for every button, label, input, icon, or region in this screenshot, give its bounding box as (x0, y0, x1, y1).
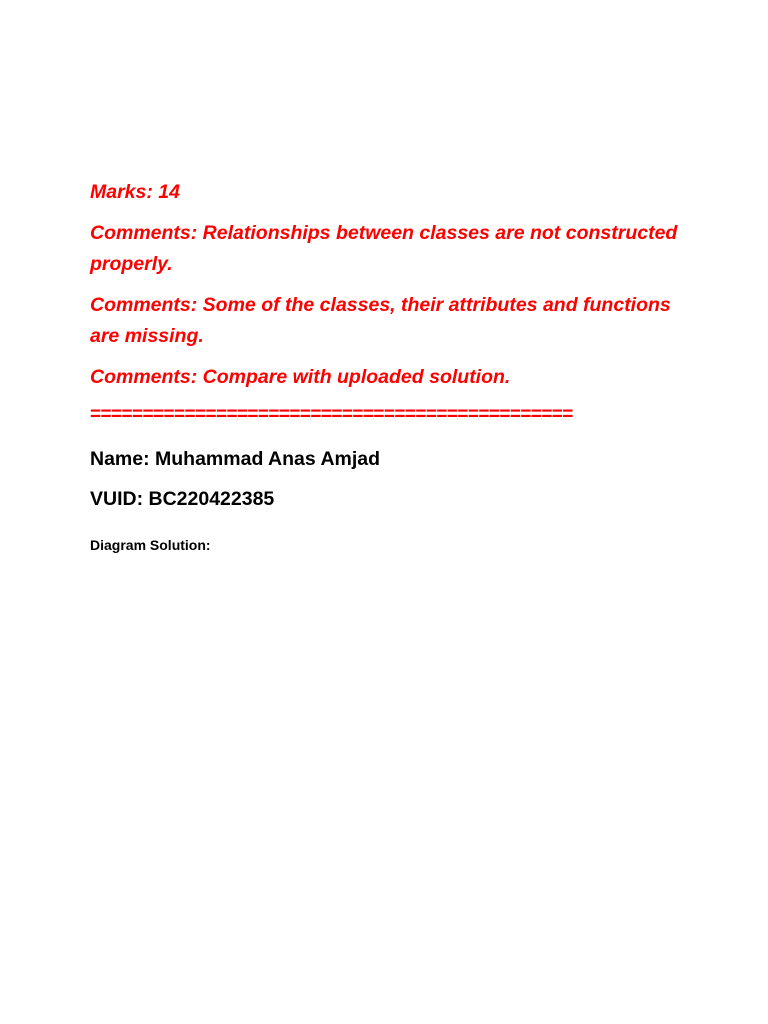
marks-line: Marks: 14 (90, 181, 180, 203)
student-name: Name: Muhammad Anas Amjad (90, 448, 381, 470)
comment-missing-classes: Comments: Some of the classes, their attributes and functions are missing. (90, 294, 671, 347)
diagram-solution-heading: Diagram Solution: (90, 537, 211, 553)
separator-line: ============================================== (90, 404, 573, 425)
comment-compare-solution: Comments: Compare with uploaded solution. (90, 366, 511, 388)
comment-relationships: Comments: Relationships between classes are not constructed properly. (90, 222, 678, 275)
document-content (90, 177, 690, 555)
student-vuid: VUID: BC220422385 (90, 488, 275, 510)
